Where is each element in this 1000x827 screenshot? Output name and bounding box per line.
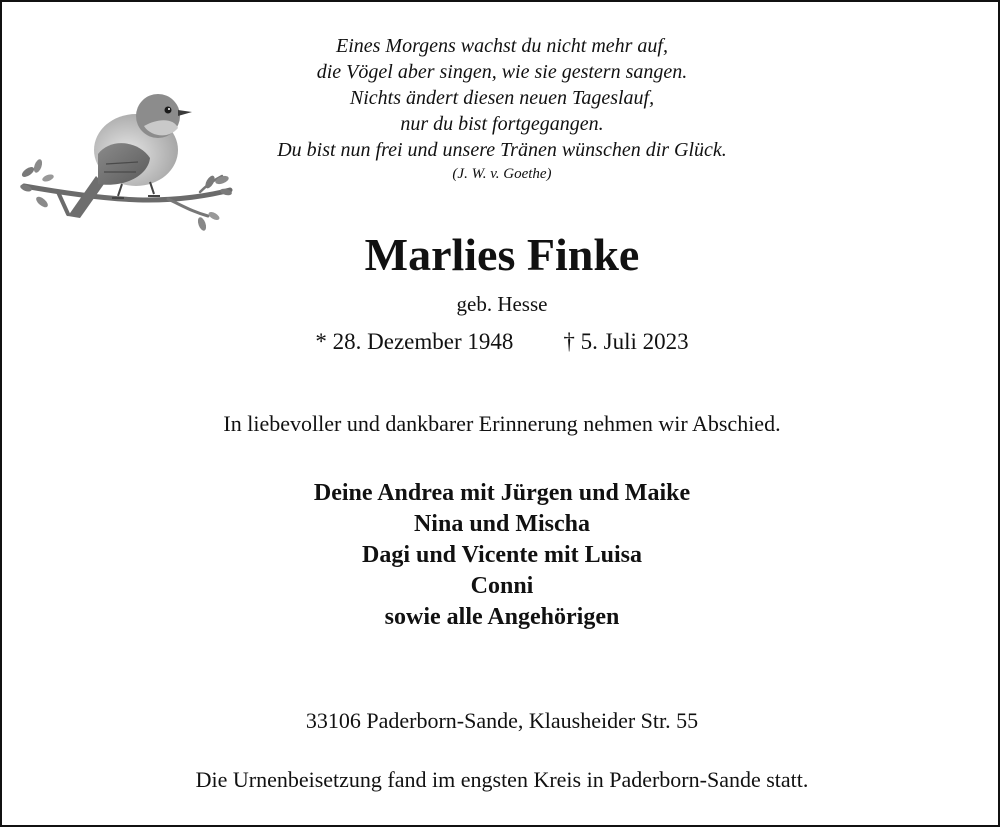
birth-name: geb. Hesse xyxy=(456,292,548,316)
address: 33106 Paderborn-Sande, Klausheider Str. 55 xyxy=(305,708,699,733)
poem-author: (J. W. v. Goethe) xyxy=(452,166,552,182)
poem-line: Eines Morgens wachst du nicht mehr auf, xyxy=(335,35,668,57)
deceased-name: Marlies Finke xyxy=(364,229,640,280)
death-date: † 5. Juli 2023 xyxy=(563,329,689,354)
poem-line: nur du bist fortgegangen. xyxy=(400,113,604,135)
poem-line: Nichts ändert diesen neuen Tageslauf, xyxy=(349,87,655,109)
mourner-line: sowie alle Angehörigen xyxy=(384,604,620,630)
life-dates xyxy=(2,329,1000,355)
mourner-line: Conni xyxy=(470,573,534,599)
birth-date: * 28. Dezember 1948 xyxy=(315,329,514,354)
poem-line: die Vögel aber singen, wie sie gestern sangen. xyxy=(316,61,688,83)
mourner-line: Nina und Mischa xyxy=(413,511,591,537)
burial-note: Die Urnenbeisetzung fand im engsten Kreis in Paderborn-Sande statt. xyxy=(195,767,809,792)
mourner-line: Deine Andrea mit Jürgen und Maike xyxy=(313,480,691,506)
poem-line: Du bist nun frei und unsere Tränen wünschen dir Glück. xyxy=(277,139,727,161)
mourner-line: Dagi und Vicente mit Luisa xyxy=(361,542,643,568)
farewell-text: In liebevoller und dankbarer Erinnerung nehmen wir Abschied. xyxy=(223,411,781,436)
